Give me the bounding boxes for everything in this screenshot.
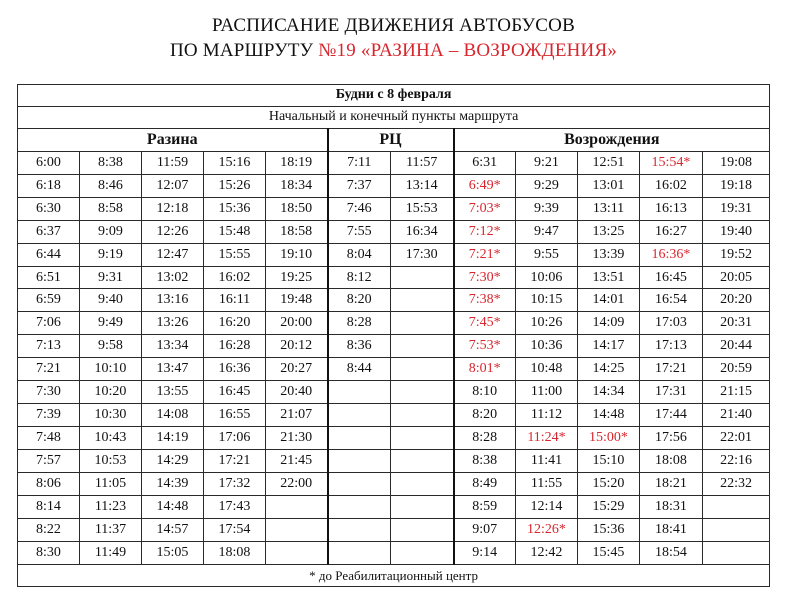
time-cell [391, 541, 454, 564]
time-cell: 6:44 [18, 243, 80, 266]
time-cell: 17:43 [204, 496, 266, 519]
time-cell: 8:58 [80, 197, 142, 220]
time-cell [391, 312, 454, 335]
time-cell: 7:21* [454, 243, 516, 266]
time-cell: 14:57 [142, 519, 204, 542]
time-cell: 22:32 [703, 473, 770, 496]
time-cell: 20:59 [703, 358, 770, 381]
time-cell: 8:36 [328, 335, 391, 358]
footnote: * до Реабилитационный центр [18, 564, 770, 586]
schedule-row [18, 519, 770, 542]
time-cell: 8:04 [328, 243, 391, 266]
time-cell: 7:46 [328, 197, 391, 220]
time-cell: 10:36 [516, 335, 578, 358]
time-cell: 21:07 [266, 404, 328, 427]
route-subtitle [0, 40, 787, 62]
time-cell: 19:10 [266, 243, 328, 266]
schedule-table [17, 84, 770, 587]
time-cell: 8:12 [328, 266, 391, 289]
time-cell: 8:28 [328, 312, 391, 335]
time-cell: 13:25 [578, 220, 640, 243]
time-cell: 11:49 [80, 541, 142, 564]
time-cell: 19:08 [703, 151, 770, 174]
time-cell: 7:57 [18, 450, 80, 473]
time-cell: 21:15 [703, 381, 770, 404]
time-cell: 14:48 [578, 404, 640, 427]
time-cell: 12:26* [516, 519, 578, 542]
time-cell: 11:00 [516, 381, 578, 404]
time-cell: 12:47 [142, 243, 204, 266]
time-cell: 17:03 [640, 312, 703, 335]
time-cell: 17:54 [204, 519, 266, 542]
time-cell: 14:17 [578, 335, 640, 358]
time-cell [328, 381, 391, 404]
time-cell: 10:26 [516, 312, 578, 335]
time-cell: 10:20 [80, 381, 142, 404]
time-cell: 6:51 [18, 266, 80, 289]
time-cell: 18:58 [266, 220, 328, 243]
time-cell: 22:01 [703, 427, 770, 450]
time-cell: 8:20 [454, 404, 516, 427]
time-cell: 11:24* [516, 427, 578, 450]
time-cell [703, 541, 770, 564]
time-cell: 15:05 [142, 541, 204, 564]
time-cell: 9:21 [516, 151, 578, 174]
time-cell [266, 519, 328, 542]
time-cell: 15:20 [578, 473, 640, 496]
time-cell: 13:16 [142, 289, 204, 312]
time-cell: 20:00 [266, 312, 328, 335]
time-cell: 9:40 [80, 289, 142, 312]
time-cell [391, 519, 454, 542]
time-cell: 13:26 [142, 312, 204, 335]
schedule-row [18, 243, 770, 266]
time-cell: 7:30* [454, 266, 516, 289]
time-cell: 7:39 [18, 404, 80, 427]
time-cell: 15:10 [578, 450, 640, 473]
schedule-row [18, 174, 770, 197]
time-cell: 19:48 [266, 289, 328, 312]
time-cell [391, 473, 454, 496]
time-cell [328, 496, 391, 519]
stop-header-razina: Разина [18, 128, 328, 151]
time-cell [391, 335, 454, 358]
time-cell: 18:50 [266, 197, 328, 220]
time-cell: 15:45 [578, 541, 640, 564]
time-cell: 8:10 [454, 381, 516, 404]
time-cell: 17:31 [640, 381, 703, 404]
time-cell: 22:16 [703, 450, 770, 473]
time-cell: 18:34 [266, 174, 328, 197]
time-cell: 6:30 [18, 197, 80, 220]
time-cell: 8:38 [80, 151, 142, 174]
time-cell: 9:09 [80, 220, 142, 243]
time-cell: 11:55 [516, 473, 578, 496]
schedule-row [18, 473, 770, 496]
time-cell: 8:01* [454, 358, 516, 381]
time-cell: 6:37 [18, 220, 80, 243]
time-cell: 15:55 [204, 243, 266, 266]
time-cell: 16:28 [204, 335, 266, 358]
time-cell: 13:34 [142, 335, 204, 358]
time-cell: 16:02 [204, 266, 266, 289]
time-cell: 17:44 [640, 404, 703, 427]
time-cell: 12:18 [142, 197, 204, 220]
schedule-row [18, 220, 770, 243]
time-cell: 11:41 [516, 450, 578, 473]
time-cell: 11:37 [80, 519, 142, 542]
time-cell: 7:13 [18, 335, 80, 358]
time-cell: 20:05 [703, 266, 770, 289]
time-cell: 14:08 [142, 404, 204, 427]
time-cell: 19:40 [703, 220, 770, 243]
time-cell: 17:06 [204, 427, 266, 450]
time-cell: 14:25 [578, 358, 640, 381]
schedule-row [18, 496, 770, 519]
time-cell [391, 266, 454, 289]
time-cell: 9:55 [516, 243, 578, 266]
time-cell: 9:39 [516, 197, 578, 220]
page-title [0, 15, 787, 37]
time-cell: 15:26 [204, 174, 266, 197]
time-cell: 8:49 [454, 473, 516, 496]
time-cell: 17:21 [204, 450, 266, 473]
time-cell: 6:49* [454, 174, 516, 197]
time-cell: 7:37 [328, 174, 391, 197]
time-cell: 15:00* [578, 427, 640, 450]
time-cell [391, 450, 454, 473]
time-cell: 17:56 [640, 427, 703, 450]
time-cell: 13:47 [142, 358, 204, 381]
time-cell: 10:48 [516, 358, 578, 381]
time-cell: 15:36 [578, 519, 640, 542]
time-cell [328, 427, 391, 450]
time-cell: 7:21 [18, 358, 80, 381]
time-cell: 8:30 [18, 541, 80, 564]
time-cell: 13:01 [578, 174, 640, 197]
time-cell: 12:26 [142, 220, 204, 243]
time-cell: 13:39 [578, 243, 640, 266]
time-cell: 20:44 [703, 335, 770, 358]
time-cell: 19:25 [266, 266, 328, 289]
time-cell: 11:05 [80, 473, 142, 496]
time-cell: 16:36 [204, 358, 266, 381]
title-line1: РАСПИСАНИЕ ДВИЖЕНИЯ АВТОБУСОВ [212, 15, 575, 36]
time-cell: 10:06 [516, 266, 578, 289]
time-cell [391, 496, 454, 519]
schedule-row [18, 335, 770, 358]
time-cell: 16:36* [640, 243, 703, 266]
schedule-row [18, 289, 770, 312]
time-cell: 20:20 [703, 289, 770, 312]
time-cell: 21:40 [703, 404, 770, 427]
schedule-row [18, 358, 770, 381]
time-cell: 15:48 [204, 220, 266, 243]
title-line2-prefix: ПО МАРШРУТУ [169, 40, 319, 61]
time-cell: 18:08 [204, 541, 266, 564]
time-cell: 21:45 [266, 450, 328, 473]
time-cell: 16:54 [640, 289, 703, 312]
time-cell: 13:55 [142, 381, 204, 404]
time-cell: 9:19 [80, 243, 142, 266]
time-cell [328, 404, 391, 427]
time-cell: 8:38 [454, 450, 516, 473]
schedule-row [18, 404, 770, 427]
time-cell: 16:55 [204, 404, 266, 427]
time-cell: 19:18 [703, 174, 770, 197]
time-cell: 10:43 [80, 427, 142, 450]
time-cell: 11:12 [516, 404, 578, 427]
time-cell: 9:07 [454, 519, 516, 542]
time-cell: 7:12* [454, 220, 516, 243]
time-cell: 16:13 [640, 197, 703, 220]
time-cell: 21:30 [266, 427, 328, 450]
time-cell: 7:48 [18, 427, 80, 450]
time-cell: 16:11 [204, 289, 266, 312]
schedule-row [18, 427, 770, 450]
time-cell: 16:20 [204, 312, 266, 335]
stop-header-rc: РЦ [328, 128, 454, 151]
time-cell: 7:38* [454, 289, 516, 312]
time-cell: 6:00 [18, 151, 80, 174]
time-cell [391, 404, 454, 427]
time-cell: 13:11 [578, 197, 640, 220]
time-cell: 6:31 [454, 151, 516, 174]
time-cell [391, 381, 454, 404]
time-cell: 11:23 [80, 496, 142, 519]
time-cell: 19:31 [703, 197, 770, 220]
time-cell: 8:20 [328, 289, 391, 312]
time-cell: 18:08 [640, 450, 703, 473]
time-cell: 14:39 [142, 473, 204, 496]
time-cell: 15:53 [391, 197, 454, 220]
time-cell: 9:49 [80, 312, 142, 335]
time-cell: 15:16 [204, 151, 266, 174]
time-cell: 7:06 [18, 312, 80, 335]
time-cell: 9:29 [516, 174, 578, 197]
time-cell [328, 519, 391, 542]
time-cell: 16:45 [640, 266, 703, 289]
time-cell: 20:27 [266, 358, 328, 381]
time-cell: 18:31 [640, 496, 703, 519]
time-cell: 16:27 [640, 220, 703, 243]
time-cell: 18:54 [640, 541, 703, 564]
time-cell: 16:45 [204, 381, 266, 404]
time-cell: 8:44 [328, 358, 391, 381]
time-cell: 7:45* [454, 312, 516, 335]
route-number: №19 «РАЗИНА – ВОЗРОЖДЕНИЯ» [318, 40, 618, 61]
time-cell: 9:31 [80, 266, 142, 289]
time-cell: 14:34 [578, 381, 640, 404]
time-cell: 10:53 [80, 450, 142, 473]
time-cell: 11:57 [391, 151, 454, 174]
time-cell: 6:18 [18, 174, 80, 197]
time-cell: 17:30 [391, 243, 454, 266]
time-cell: 20:31 [703, 312, 770, 335]
schedule-row [18, 197, 770, 220]
time-cell: 16:34 [391, 220, 454, 243]
time-cell: 17:21 [640, 358, 703, 381]
time-cell: 7:30 [18, 381, 80, 404]
time-cell: 13:02 [142, 266, 204, 289]
time-cell: 14:09 [578, 312, 640, 335]
time-cell [266, 541, 328, 564]
time-cell: 18:41 [640, 519, 703, 542]
time-cell: 13:51 [578, 266, 640, 289]
time-cell: 6:59 [18, 289, 80, 312]
time-cell [391, 427, 454, 450]
time-cell: 19:52 [703, 243, 770, 266]
time-cell: 12:07 [142, 174, 204, 197]
time-cell: 13:14 [391, 174, 454, 197]
schedule-row [18, 450, 770, 473]
time-cell: 9:14 [454, 541, 516, 564]
time-cell: 8:59 [454, 496, 516, 519]
time-cell: 18:19 [266, 151, 328, 174]
time-cell: 14:01 [578, 289, 640, 312]
time-cell: 7:11 [328, 151, 391, 174]
time-cell: 7:53* [454, 335, 516, 358]
time-cell: 18:21 [640, 473, 703, 496]
time-cell: 16:02 [640, 174, 703, 197]
time-cell: 10:30 [80, 404, 142, 427]
time-cell: 10:15 [516, 289, 578, 312]
time-cell: 14:48 [142, 496, 204, 519]
stop-header-vozrozhdeniya: Возрождения [454, 128, 770, 151]
time-cell [391, 358, 454, 381]
time-cell: 8:28 [454, 427, 516, 450]
time-cell: 8:06 [18, 473, 80, 496]
time-cell: 8:46 [80, 174, 142, 197]
time-cell: 7:55 [328, 220, 391, 243]
schedule-row [18, 312, 770, 335]
time-cell: 8:14 [18, 496, 80, 519]
time-cell: 15:36 [204, 197, 266, 220]
time-cell: 14:19 [142, 427, 204, 450]
time-cell: 10:10 [80, 358, 142, 381]
time-cell [703, 519, 770, 542]
time-cell: 9:47 [516, 220, 578, 243]
time-cell: 14:29 [142, 450, 204, 473]
time-cell: 22:00 [266, 473, 328, 496]
schedule-row [18, 381, 770, 404]
time-cell: 20:12 [266, 335, 328, 358]
time-cell [328, 450, 391, 473]
route-points-header: Начальный и конечный пункты маршрута [18, 106, 770, 128]
schedule-row [18, 266, 770, 289]
time-cell: 11:59 [142, 151, 204, 174]
time-cell: 12:14 [516, 496, 578, 519]
schedule-row [18, 151, 770, 174]
time-cell: 9:58 [80, 335, 142, 358]
time-cell: 12:42 [516, 541, 578, 564]
time-cell [391, 289, 454, 312]
time-cell [328, 473, 391, 496]
time-cell: 7:03* [454, 197, 516, 220]
time-cell: 20:40 [266, 381, 328, 404]
time-cell: 15:54* [640, 151, 703, 174]
time-cell: 12:51 [578, 151, 640, 174]
schedule-row [18, 541, 770, 564]
time-cell: 17:32 [204, 473, 266, 496]
time-cell: 17:13 [640, 335, 703, 358]
weekdays-header: Будни с 8 февраля [18, 85, 770, 107]
time-cell [266, 496, 328, 519]
time-cell [703, 496, 770, 519]
time-cell: 15:29 [578, 496, 640, 519]
time-cell: 8:22 [18, 519, 80, 542]
time-cell [328, 541, 391, 564]
